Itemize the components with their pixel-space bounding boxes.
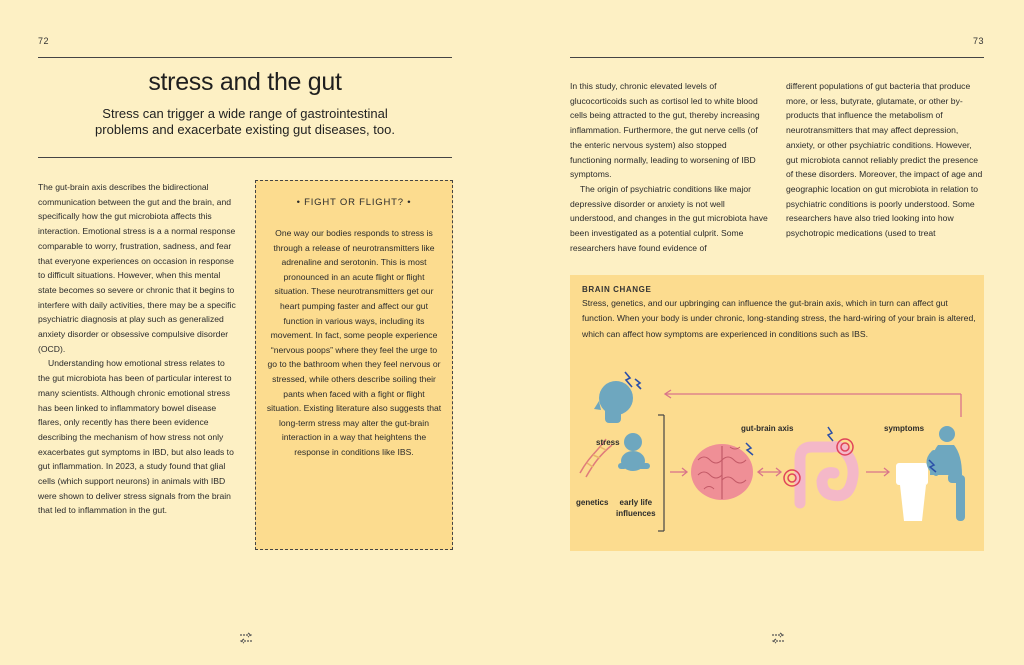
body-column-left: [38, 180, 238, 518]
box-title: BRAIN CHANGE: [582, 285, 652, 294]
baby-icon: [618, 433, 650, 471]
feedback-arrow: [665, 390, 961, 417]
bidirectional-arrow: [758, 468, 781, 476]
page-subtitle: [38, 106, 452, 138]
toilet-icon: [896, 463, 928, 521]
gut-spark-icon: [828, 427, 833, 441]
label-early-life-1: early life: [619, 498, 653, 507]
sidebar-text: One way our bodies responds to stress is through a release of neurotransmitters like adrenaline and serotonin. This is most pronounced in an acute flight or flight situation. These neurotransmitters get our heart pumping faster and affect our gut function in various ways, including its movement. In fact, some people experience “nervous poops” where they feel the urge to go to the bathroom when they feel nervous or stressed, while others describe soiling their pants when faced with a fight or flight situation. Existing literature also suggests that long-term stress may alter the gut-brain interaction in a way that heightens the response in conditions like IBS.: [266, 228, 442, 457]
box-text: Stress, genetics, and our upbringing can influence the gut-brain axis, which in turn can affect gut function. When your body is under chronic, long-standing stress, the hard-wiring of your brain is altered, which can affect how symptoms are experienced in conditions such as IBS.: [582, 298, 976, 339]
top-rule-left: [38, 57, 452, 58]
sidebar-title: • FIGHT OR FLIGHT? •: [296, 197, 412, 208]
brain-change-box: [570, 275, 984, 551]
subtitle-rule: [38, 157, 452, 158]
label-early-life: [616, 497, 656, 519]
brain-spark-icon: [746, 443, 753, 455]
label-symptoms: symptoms: [884, 424, 925, 433]
subtitle-line-1: Stress can trigger a wide range of gastrointestinal: [102, 106, 388, 121]
label-gut-brain-axis: gut-brain axis: [741, 424, 794, 433]
arrow-to-brain: [670, 468, 687, 476]
right-paragraph-1: In this study, chronic elevated levels of glucocorticoids such as cortisol led to white blood cells being attracted to the gut, thereby increasing inflammation. Furthermore, the gut nerve cells (of the enteric nervous system) also stopped functioning normally, leading to worsening of IBD symptoms.: [570, 81, 760, 180]
stress-head-icon: [594, 381, 633, 423]
body-paragraph-1: The gut-brain axis describes the bidirectional communication between the gut and the brain, and specifically how the gut microbiota affects this interaction. Emotional stress is a a normal response comparable to worry, frustration, sadness, and fear that everyone experiences on occasion in response to difficult situations. However, when this mental state becomes so severe or chronic that it begins to interfere with daily activities, there may be a specific psychiatric diagnosis at play such as generalized anxiety disorder or obsessive compulsive disorder (OCD).: [38, 182, 236, 354]
input-bracket: [658, 415, 664, 531]
body-column-right-1: [570, 79, 770, 255]
body-column-right-2: [786, 79, 984, 241]
label-early-life-2: influences: [616, 509, 656, 518]
right-paragraph-3: different populations of gut bacteria that produce more, or less, butyrate, glutamate, or other by-products that influence the metabolism of neurotransmitters that may affect depression, anxiety, or other psychiatric conditions. However, gut microbiota cannot reliably predict the presence of these disorders. Moreover, the impact of age and geographic location on gut microbiota in relation to psychiatric conditions is poorly understood. Some researchers have also tried looking into how psychotropic medications (used to treat: [786, 81, 983, 239]
arrow-to-symptoms: [866, 468, 889, 476]
top-rule-right: [570, 57, 984, 58]
arrows-icon: [238, 632, 254, 647]
arrows-icon: [770, 632, 786, 647]
fight-or-flight-sidebar: [255, 180, 453, 550]
label-stress: stress: [596, 438, 620, 447]
person-symptoms-icon: [929, 426, 965, 521]
brain-icon: [691, 444, 753, 500]
right-paragraph-2: The origin of psychiatric conditions like major depressive disorder or anxiety is not well understood, and changes in the gut microbiota have been investigated as a potential culprit. Some researchers have found evidence of: [570, 183, 768, 253]
body-paragraph-2: Understanding how emotional stress relates to the gut microbiota has been of particular interest to many scientists. Although chronic emotional stress has been linked to inflammatory bowel disease flares, only recently has there been evidence describing the mechanism of how stress not only exacerbates gut symptoms in IBD, but also leads to gut inflammation. In 2023, a study found that glial cells (which support neurons) in animals with IBD were shown to deliver stress signals from the brain that led to inflammation in the gut.: [38, 358, 234, 516]
gut-brain-axis-diagram: [570, 355, 984, 551]
page-number-left: 72: [38, 36, 50, 46]
page-title: stress and the gut: [148, 68, 342, 96]
page-number-right: 73: [973, 36, 985, 46]
subtitle-line-2: problems and exacerbate existing gut diseases, too.: [95, 122, 395, 137]
label-genetics: genetics: [576, 498, 609, 507]
